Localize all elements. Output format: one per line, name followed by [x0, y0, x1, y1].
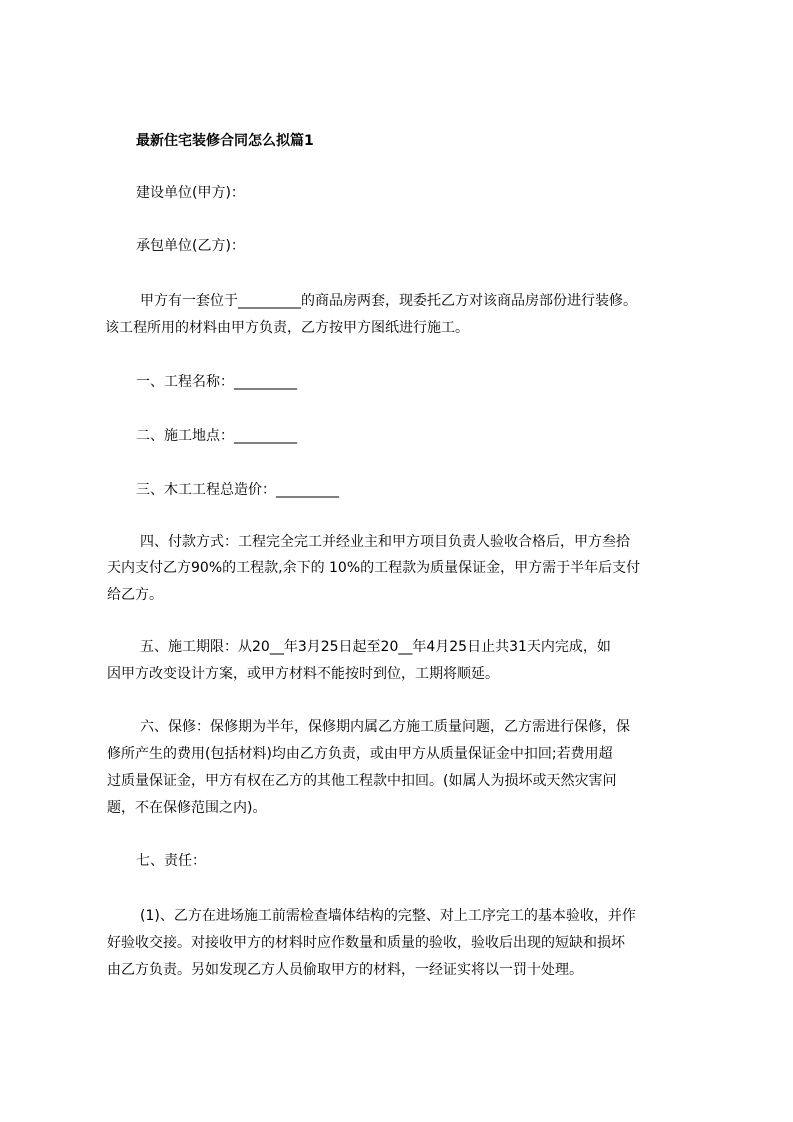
intro-line-1: 甲方有一套位于_________的商品房两套，现委托乙方对该商品房部份进行装修。 — [140, 293, 637, 309]
item-warranty-line-4: 题，不在保修范围之内)。 — [107, 800, 267, 816]
item-responsibility-1-line-3: 由乙方负责。另如发现乙方人员偷取甲方的材料，一经证实将以一罚十处理。 — [107, 962, 583, 978]
item-project-name: 一、工程名称：_________ — [136, 374, 297, 390]
item-warranty-line-2: 修所产生的费用(包括材料)均由乙方负责，或由甲方从质量保证金中扣回;若费用超 — [107, 746, 613, 762]
item-payment-line-2: 天内支付乙方90%的工程款,余下的 10%的工程款为质量保证金，甲方需于半年后支付 — [107, 560, 641, 576]
item-duration-line-1: 五、施工期限：从20__年3月25日起至20__年4月25日止共31天内完成，如 — [140, 639, 611, 655]
item-payment-line-3: 给乙方。 — [107, 587, 163, 603]
intro-line-2: 该工程所用的材料由甲方负责，乙方按甲方图纸进行施工。 — [105, 320, 469, 336]
item-warranty-line-1: 六、保修：保修期为半年，保修期内属乙方施工质量问题，乙方需进行保修，保 — [140, 719, 630, 735]
party-a-label: 建设单位(甲方)： — [136, 185, 245, 201]
party-b-label: 承包单位(乙方)： — [136, 238, 245, 254]
item-duration-line-2: 因甲方改变设计方案，或甲方材料不能按时到位，工期将顺延。 — [107, 666, 499, 682]
item-total-cost: 三、木工工程总造价：_________ — [136, 482, 339, 498]
item-responsibility-heading: 七、责任： — [136, 853, 206, 869]
item-construction-site: 二、施工地点：_________ — [136, 428, 297, 444]
item-responsibility-1-line-2: 好验收交接。对接收甲方的材料时应作数量和质量的验收，验收后出现的短缺和损坏 — [107, 935, 625, 951]
item-responsibility-1-line-1: (1)、乙方在进场施工前需检查墙体结构的完整、对上工序完工的基本验收，并作 — [140, 908, 636, 924]
item-payment-line-1: 四、付款方式：工程完全完工并经业主和甲方项目负责人验收合格后，甲方叁拾 — [140, 534, 630, 550]
item-warranty-line-3: 过质量保证金，甲方有权在乙方的其他工程款中扣回。(如属人为损坏或天然灾害问 — [107, 773, 617, 789]
document-title: 最新住宅装修合同怎么拟篇1 — [136, 133, 314, 149]
